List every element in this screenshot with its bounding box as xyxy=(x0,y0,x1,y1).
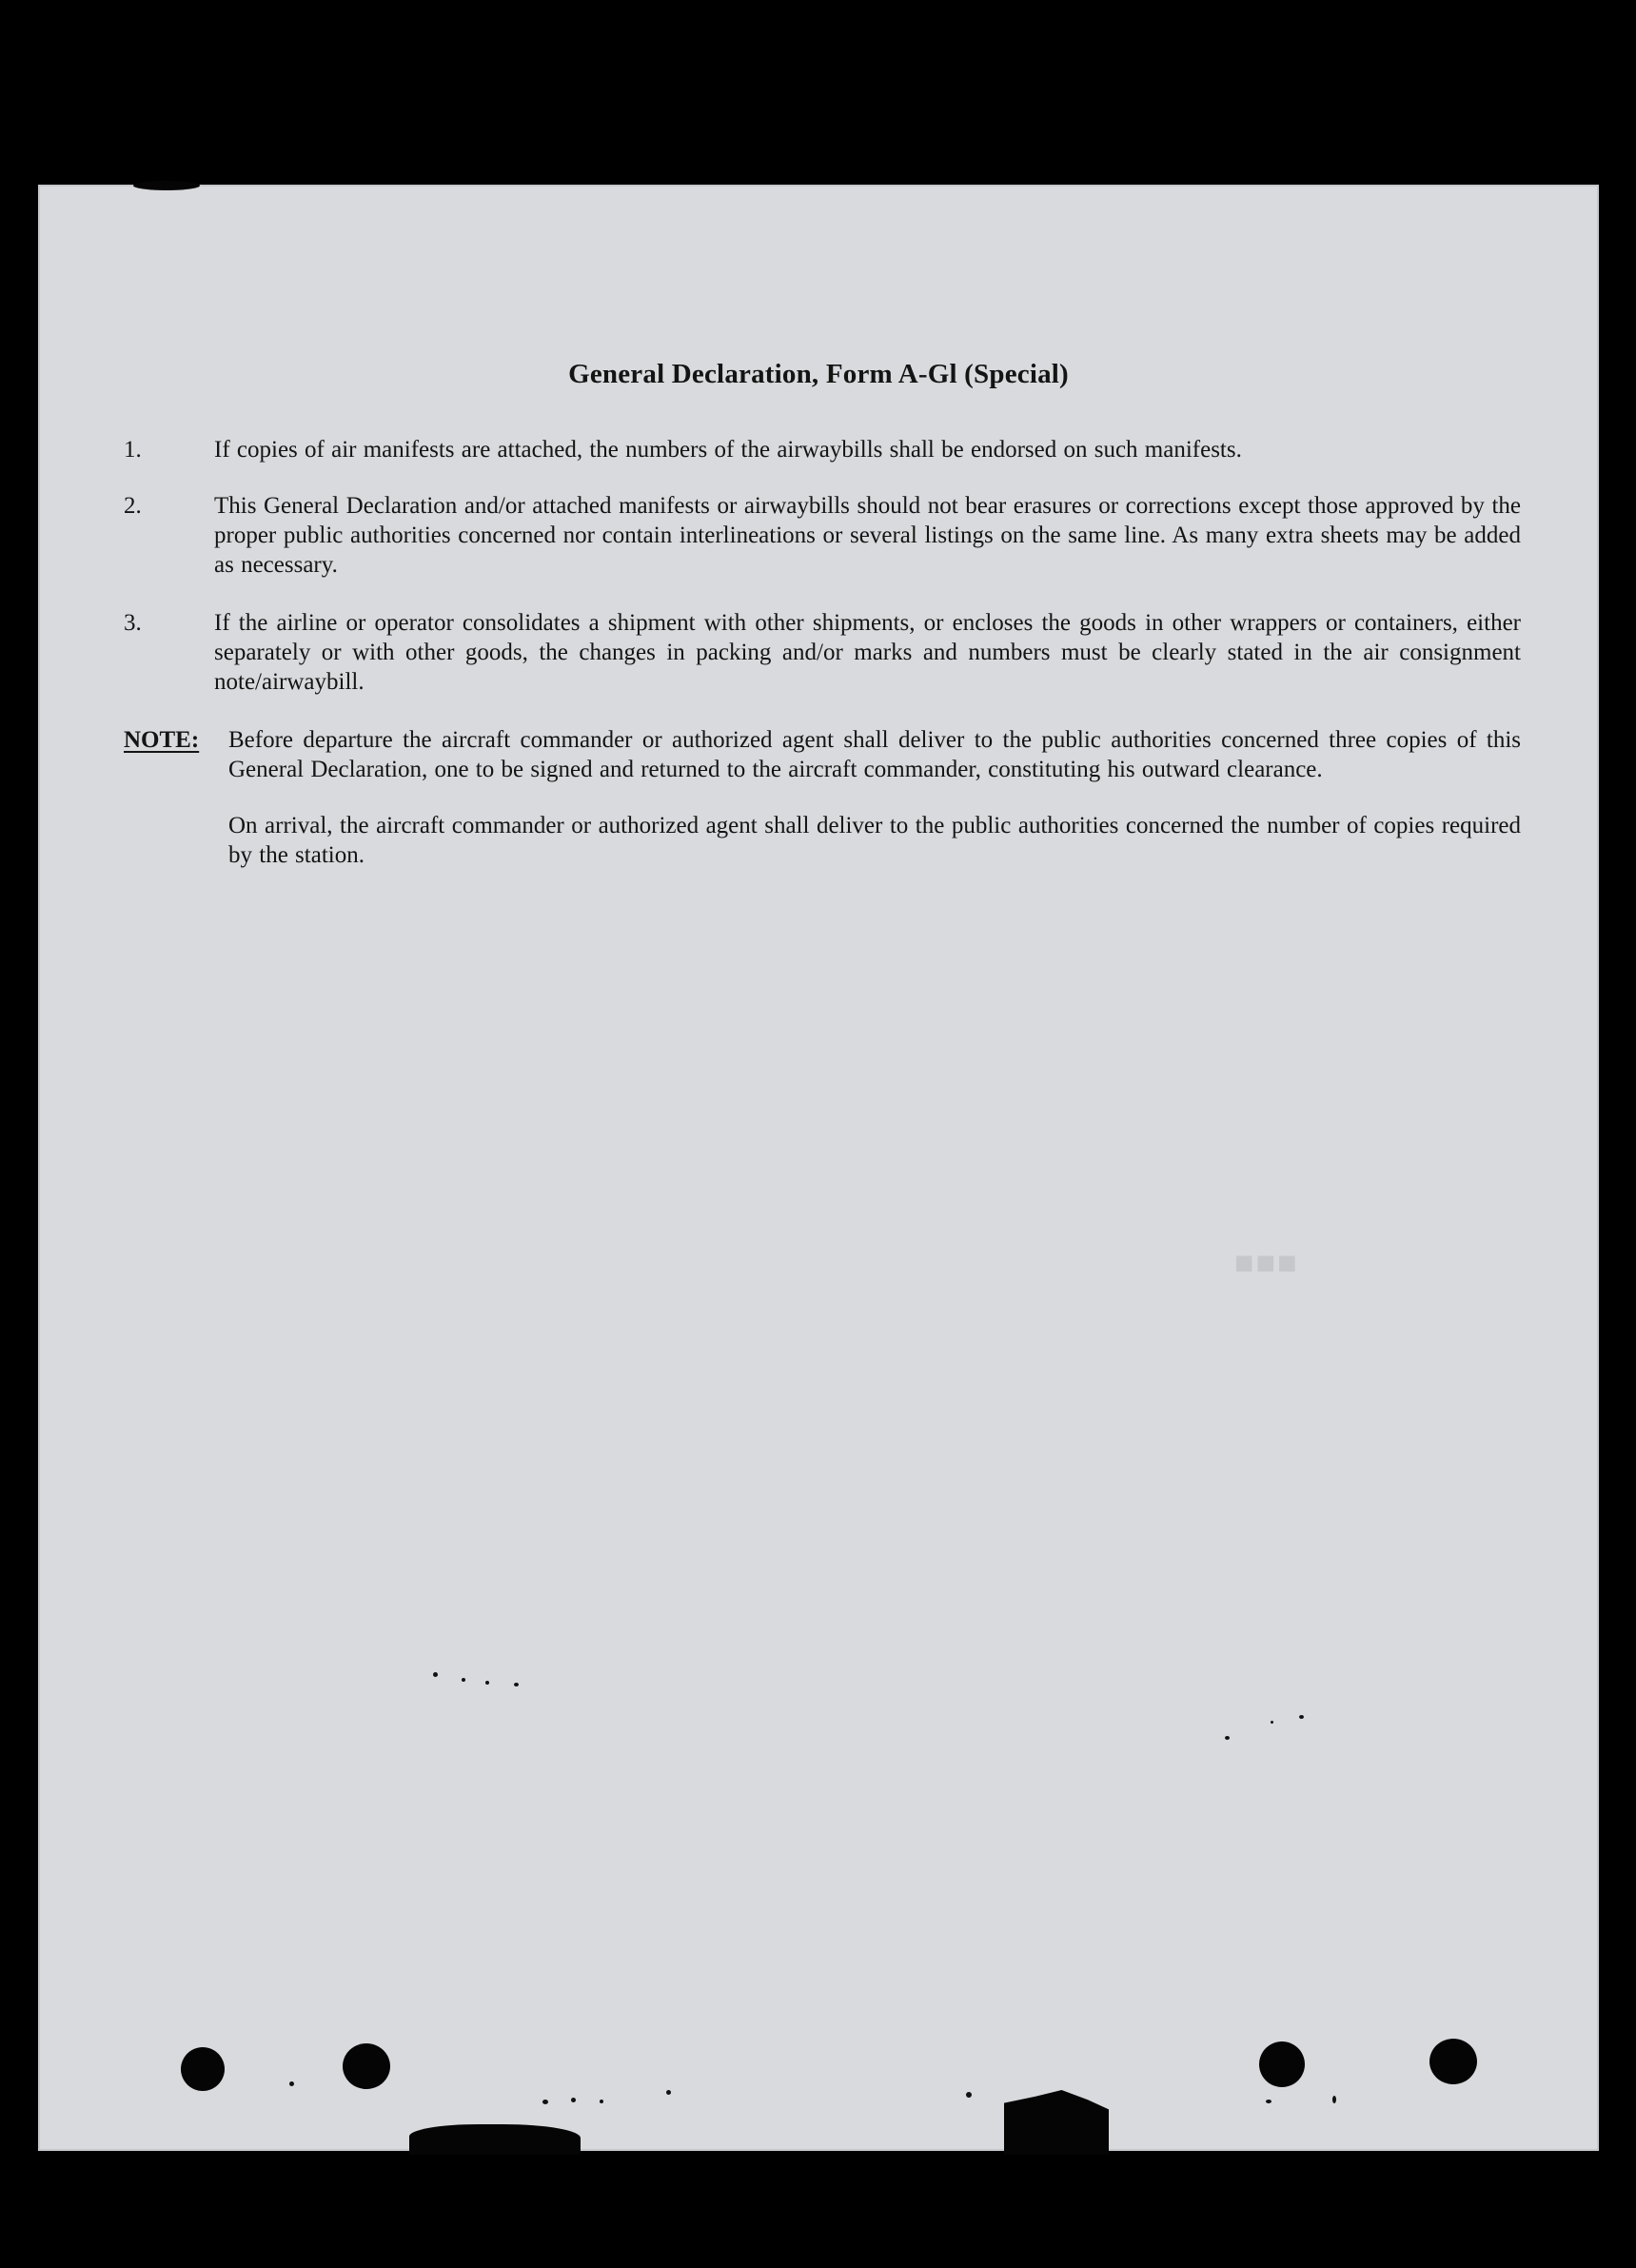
speck xyxy=(966,2092,972,2098)
note-section xyxy=(124,725,1521,870)
item-text: If the airline or operator consolidates a shipment with other shipments, or encloses the goods in other wrappers or containers, either separately or with other goods, the changes in packing and/or marks and numbers must be clearly stated in the air consignment note/airwaybill. xyxy=(214,610,1521,695)
punch-hole xyxy=(343,2043,390,2089)
instruction-item-2 xyxy=(124,491,1521,580)
speck xyxy=(1271,1721,1273,1724)
note-paragraph-1: Before departure the aircraft commander or authorized agent shall deliver to the public authorities concerned three copies of this General Declaration, one to be signed and returned to the aircraft commander, constituting his outward clearance. xyxy=(228,727,1521,782)
note-label: NOTE: xyxy=(124,727,200,753)
instruction-item-3 xyxy=(124,608,1521,697)
speck xyxy=(514,1683,519,1686)
speck xyxy=(666,2090,671,2095)
speck xyxy=(571,2098,576,2102)
speck xyxy=(1299,1715,1304,1719)
item-number: 3. xyxy=(124,610,142,636)
item-text: If copies of air manifests are attached, the numbers of the airwaybills shall be endorsed on such manifests. xyxy=(214,437,1242,463)
punch-hole xyxy=(181,2047,225,2091)
edge-smudge xyxy=(133,181,200,190)
torn-edge xyxy=(409,2124,581,2155)
document-title: General Declaration, Form A-Gl (Special) xyxy=(568,359,1069,389)
paper-sheet xyxy=(38,185,1599,2151)
torn-edge xyxy=(1004,2090,1109,2155)
speck xyxy=(542,2100,548,2104)
speck xyxy=(462,1678,465,1682)
note-paragraph-2: On arrival, the aircraft commander or authorized agent shall deliver to the public authorities concerned the number of copies required by the station. xyxy=(228,813,1521,868)
speck xyxy=(1225,1736,1230,1740)
item-text: This General Declaration and/or attached manifests or airwaybills should not bear erasures or corrections except those approved by the proper public authorities concerned nor contain interlineations or several listings on the same line. As many extra sheets may be added as necessary. xyxy=(214,493,1521,578)
item-number: 2. xyxy=(124,493,142,519)
punch-hole xyxy=(1259,2041,1305,2087)
instruction-item-1 xyxy=(124,435,1521,464)
speck xyxy=(433,1672,438,1677)
speck xyxy=(289,2081,294,2086)
speck xyxy=(600,2100,603,2103)
bleed-through-mark: ■■■ xyxy=(1232,1246,1297,1281)
punch-hole xyxy=(1429,2039,1477,2084)
speck xyxy=(1266,2100,1271,2103)
item-number: 1. xyxy=(124,437,142,463)
speck xyxy=(1332,2096,1336,2103)
speck xyxy=(485,1681,489,1685)
